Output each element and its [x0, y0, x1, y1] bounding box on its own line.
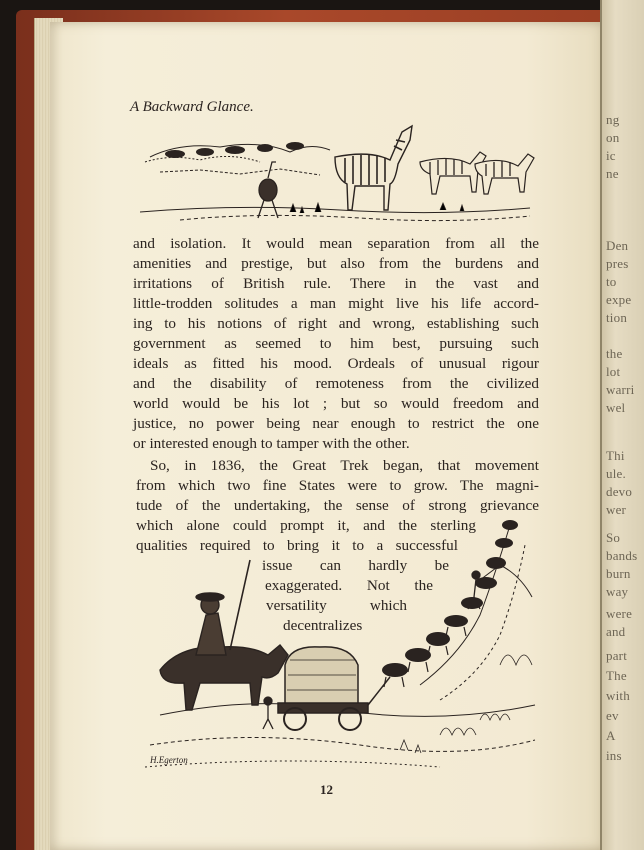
text-line: amenities and prestige, but also from the burdens and	[133, 255, 539, 272]
text-line: So, in 1836, the Great Trek began, that movement	[150, 457, 539, 474]
text-line: world would be his lot ; but so would freedom and	[133, 395, 539, 412]
facing-text: wer	[606, 502, 627, 517]
facing-text: part	[606, 648, 628, 663]
text-line: and isolation. It would mean separation from all the	[133, 235, 539, 252]
text-line: government as seemed to him best, pursuing such	[133, 335, 539, 352]
facing-text: Thi	[606, 448, 625, 463]
text-line: or interested enough to tamper with the other.	[133, 435, 410, 452]
text-line: little-trodden solitudes a man might live his life accord-	[133, 295, 539, 312]
text-line: irritations of British rule. There in the vast and	[133, 275, 539, 292]
facing-text: pres	[606, 256, 629, 271]
facing-text: burn	[606, 566, 631, 581]
facing-text: wel	[606, 400, 626, 415]
facing-text: lot	[606, 364, 621, 379]
facing-text: tion	[606, 310, 628, 325]
text-line: exaggerated. Not the	[265, 577, 433, 594]
facing-text: to	[606, 274, 617, 289]
facing-page	[600, 0, 644, 850]
text-line: issue can hardly be	[262, 557, 449, 574]
facing-text: with	[606, 688, 630, 703]
text-line: qualities required to bring it to a successful	[136, 537, 458, 554]
facing-text: ng	[606, 112, 620, 127]
text-line: versatility which	[266, 597, 407, 614]
facing-text: ic	[606, 148, 616, 163]
text-line: tude of the undertaking, the sense of strong grievance	[136, 497, 539, 514]
running-head: A Backward Glance.	[130, 99, 254, 115]
facing-text: way	[606, 584, 629, 599]
facing-text: The	[606, 668, 627, 683]
facing-text: ins	[606, 748, 622, 763]
facing-text: So	[606, 530, 621, 545]
text-line: justice, no power being near enough to restrict the one	[133, 415, 539, 432]
text-line: ing to his notions of right and wrong, establishing such	[133, 315, 539, 332]
facing-text: warri	[606, 382, 635, 397]
facing-text: expe	[606, 292, 632, 307]
facing-text: bands	[606, 548, 638, 563]
facing-text: devo	[606, 484, 633, 499]
text-line: decentralizes	[283, 617, 363, 634]
facing-text: the	[606, 346, 623, 361]
facing-text: ule.	[606, 466, 626, 481]
ox-wagon-trek-illustration	[140, 505, 540, 775]
facing-text: on	[606, 130, 620, 145]
text-line: from which two fine States were to grow. The magni-	[136, 477, 539, 494]
text-line: ideals as fitted his mood. Ordeals of unusual rigour	[133, 355, 539, 372]
text-line: and the disability of remoteness from the civilized	[133, 375, 539, 392]
facing-text: and	[606, 624, 626, 639]
zebra-herd-illustration	[140, 112, 540, 227]
facing-text: Den	[606, 238, 629, 253]
page-number: 12	[320, 782, 333, 797]
facing-text: A	[606, 728, 616, 743]
facing-text: were	[606, 606, 633, 621]
facing-text: ev	[606, 708, 619, 723]
artist-signature: H.Egerton	[150, 755, 188, 765]
facing-text: ne	[606, 166, 619, 181]
text-line: which alone could prompt it, and the sterling	[136, 517, 476, 534]
